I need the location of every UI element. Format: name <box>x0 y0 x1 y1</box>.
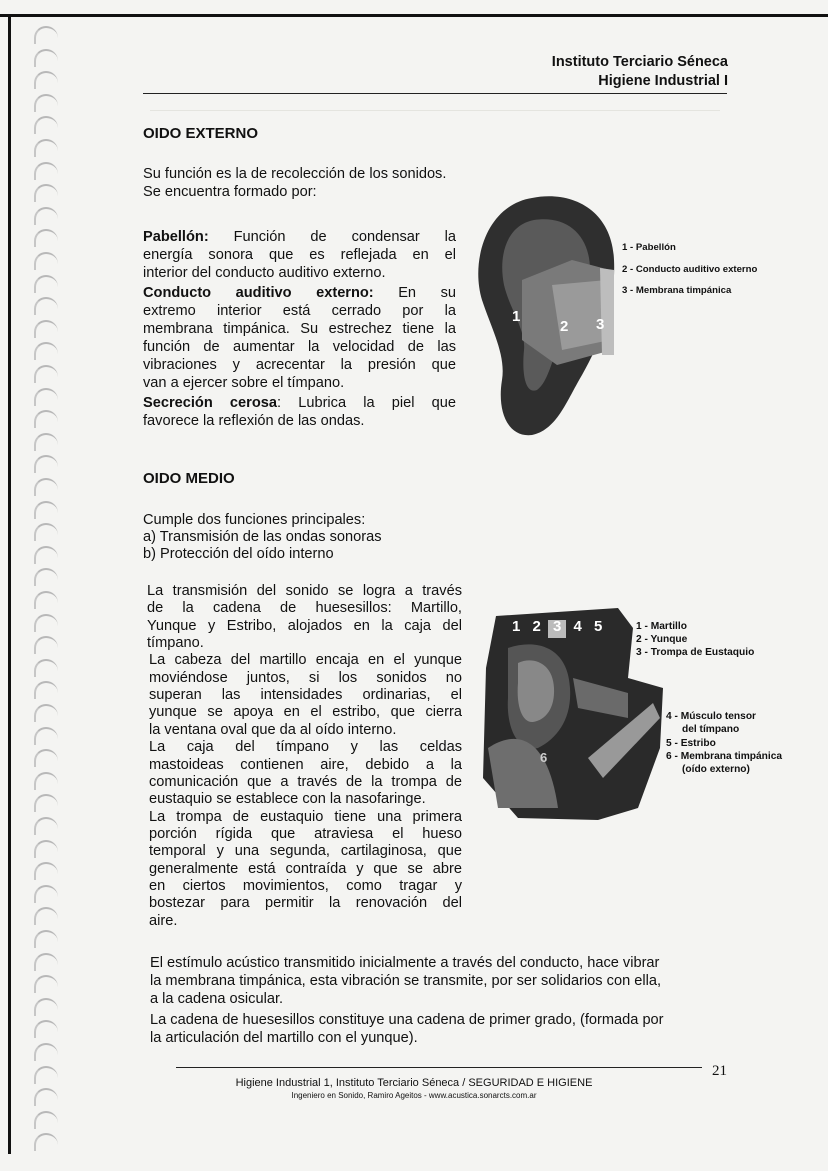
binding-ring <box>34 817 58 835</box>
figure-caption: 3 - Membrana timpánica <box>622 285 732 296</box>
binding-ring <box>34 1020 58 1038</box>
outer-ear-intro: Su función es la de recolección de los sonidos. <box>143 166 447 182</box>
binding-ring <box>34 681 58 699</box>
middle-ear-body-line: superan las intensidades ordinarias, el <box>149 687 462 704</box>
middle-ear-wide-line: El estímulo acústico transmitido inicialmente a través del conducto, hace vibrar <box>150 955 660 971</box>
middle-ear-body-line: Yunque y Estribo, alojados en la caja del <box>147 617 462 634</box>
middle-ear-body-line: en ciertos movimientos, como tragar y <box>149 877 462 894</box>
middle-ear-body-line: La cabeza del martillo encaja en el yunque <box>149 652 462 669</box>
figure-number: 2 <box>560 318 569 335</box>
middle-ear-body-line: tímpano. <box>147 635 204 652</box>
binding-ring <box>34 1043 58 1061</box>
secrecion-line: favorece la reflexión de las ondas. <box>143 413 365 429</box>
figure-number: 6 <box>540 750 548 765</box>
footer-rule <box>176 1067 702 1068</box>
figure-caption: 1 - Pabellón <box>622 242 676 253</box>
figure-caption: 1 - Martillo <box>636 621 687 632</box>
middle-ear-wide-line: La cadena de huesesillos constituye una cadena de primer grado, (formada por <box>150 1012 664 1028</box>
middle-ear-body-line: aire. <box>149 912 178 929</box>
header-rule <box>143 93 727 94</box>
section-heading-outer-ear: OIDO EXTERNO <box>143 125 259 142</box>
binding-ring <box>34 162 58 180</box>
footer-credit: Higiene Industrial 1, Instituto Terciario Séneca / SEGURIDAD E HIGIENE <box>235 1077 593 1089</box>
middle-ear-body-line: eustaquio se establece con la nasofaringe. <box>149 791 426 808</box>
binding-ring <box>34 388 58 406</box>
binding-ring <box>34 342 58 360</box>
binding-ring <box>34 320 58 338</box>
binding-ring <box>34 930 58 948</box>
binding-ring <box>34 478 58 496</box>
figure-caption: 4 - Músculo tensor <box>666 711 757 722</box>
binding-ring <box>34 455 58 473</box>
binding-ring <box>34 1111 58 1129</box>
conducto-line: extremo interior está cerrado por la <box>143 303 456 319</box>
figure-caption: 6 - Membrana timpánica <box>666 751 783 762</box>
header-subject: Higiene Industrial I <box>598 73 728 89</box>
binding-ring <box>34 794 58 812</box>
middle-ear-body-line: generalmente está contraída y que se abre <box>149 860 462 877</box>
binding-ring <box>34 71 58 89</box>
binding-ring <box>34 749 58 767</box>
binding-ring <box>34 727 58 745</box>
pabellon-line: interior del conducto auditivo externo. <box>143 265 386 281</box>
binding-ring <box>34 907 58 925</box>
binding-ring <box>34 975 58 993</box>
conducto-line: vibraciones y acrecentar la presión que <box>143 357 456 373</box>
binding-ring <box>34 433 58 451</box>
figure-numbers-row: 1 2 3 4 5 <box>512 618 607 635</box>
binding-ring <box>34 885 58 903</box>
middle-ear-body-line: temporal y una segunda, cartilaginosa, que <box>149 843 462 860</box>
binding-ring <box>34 184 58 202</box>
middle-ear-body-line: bostezar para permitir la renovación del <box>149 895 462 912</box>
figure-caption: 5 - Estribo <box>666 738 716 749</box>
conducto-line: membrana timpánica. Su estrechez tiene la <box>143 321 456 337</box>
binding-ring <box>34 297 58 315</box>
binding-ring <box>34 614 58 632</box>
term-pabellon: Pabellón: <box>143 229 209 245</box>
figure-number: 3 <box>596 316 605 333</box>
middle-ear-body-line: La transmisión del sonido se logra a través <box>147 583 462 599</box>
middle-ear-body-line: de la cadena de huesesillos: Martillo, <box>147 600 462 617</box>
binding-ring <box>34 207 58 225</box>
binding-ring <box>34 229 58 247</box>
conducto-line: función de aumentar la velocidad de las <box>143 339 456 355</box>
binding-ring <box>34 501 58 519</box>
middle-ear-body-line: mastoideas contienen aire, debido a la <box>149 756 462 773</box>
pabellon-line: Pabellón: Función de condensar la <box>143 229 456 245</box>
outer-ear-illustration <box>462 190 622 440</box>
conducto-line: van a ejercer sobre el tímpano. <box>143 375 345 391</box>
page-top-border <box>0 14 828 17</box>
middle-ear-intro: b) Protección del oído interno <box>143 546 334 562</box>
binding-ring <box>34 862 58 880</box>
middle-ear-wide-line: a la cadena osicular. <box>150 991 284 1007</box>
header-institute: Instituto Terciario Séneca <box>551 54 728 70</box>
binding-ring <box>34 998 58 1016</box>
binding-ring <box>34 772 58 790</box>
middle-ear-body-line: La trompa de eustaquio tiene una primera <box>149 808 462 825</box>
figure-caption: (oído externo) <box>682 764 750 775</box>
section-heading-middle-ear: OIDO MEDIO <box>143 470 235 487</box>
binding-ring <box>34 252 58 270</box>
figure-caption: 2 - Conducto auditivo externo <box>622 264 758 275</box>
term-secrecion: Secreción cerosa <box>143 395 277 411</box>
binding-ring <box>34 116 58 134</box>
binding-ring <box>34 49 58 67</box>
footer-author: Ingeniero en Sonido, Ramiro Ageitos - www.acustica.sonarcts.com.ar <box>291 1091 537 1100</box>
conducto-line: Conducto auditivo externo: En su <box>143 285 456 301</box>
middle-ear-body-line: comunicación que a través de la trompa de <box>149 773 462 790</box>
pabellon-line: energía sonora que es reflejada en el <box>143 247 456 263</box>
middle-ear-wide-line: la articulación del martillo con el yunque). <box>150 1030 418 1046</box>
binding-ring <box>34 410 58 428</box>
binding-ring <box>34 568 58 586</box>
middle-ear-body-line: porción rígida que atraviesa el hueso <box>149 825 462 842</box>
figure-number: 1 <box>512 308 521 325</box>
secrecion-line: Secreción cerosa: Lubrica la piel que <box>143 395 456 411</box>
middle-ear-body-line: la ventana oval que da al oído interno. <box>149 721 397 738</box>
binding-ring <box>34 546 58 564</box>
binding-ring <box>34 94 58 112</box>
middle-ear-wide-line: la membrana timpánica, esta vibración se transmite, por ser solidarios con ella, <box>150 973 662 989</box>
figure-caption: 2 - Yunque <box>636 634 688 645</box>
middle-ear-body-line: moviéndose juntos, si los sonidos no <box>149 669 462 686</box>
binding-ring <box>34 636 58 654</box>
binding-ring <box>34 365 58 383</box>
outer-ear-intro: Se encuentra formado por: <box>143 184 317 200</box>
binding-ring <box>34 523 58 541</box>
binding-ring <box>34 953 58 971</box>
middle-ear-body-line: yunque se apoya en el estribo, que cierra <box>149 704 462 721</box>
term-conducto: Conducto auditivo externo: <box>143 285 374 301</box>
page-number: 21 <box>712 1063 727 1079</box>
binding-ring <box>34 659 58 677</box>
binding-ring <box>34 275 58 293</box>
figure-caption: del tímpano <box>682 724 740 735</box>
binding-ring <box>34 1133 58 1151</box>
binding-ring <box>34 139 58 157</box>
middle-ear-intro: a) Transmisión de las ondas sonoras <box>143 529 382 545</box>
middle-ear-intro: Cumple dos funciones principales: <box>143 512 366 528</box>
middle-ear-body-line: La caja del tímpano y las celdas <box>149 739 462 756</box>
binding-ring <box>34 840 58 858</box>
figure-caption: 3 - Trompa de Eustaquio <box>636 647 755 658</box>
page-left-border <box>8 14 11 1154</box>
binding-ring <box>34 26 58 44</box>
binding-ring <box>34 591 58 609</box>
spiral-binding <box>34 26 58 1156</box>
binding-ring <box>34 704 58 722</box>
